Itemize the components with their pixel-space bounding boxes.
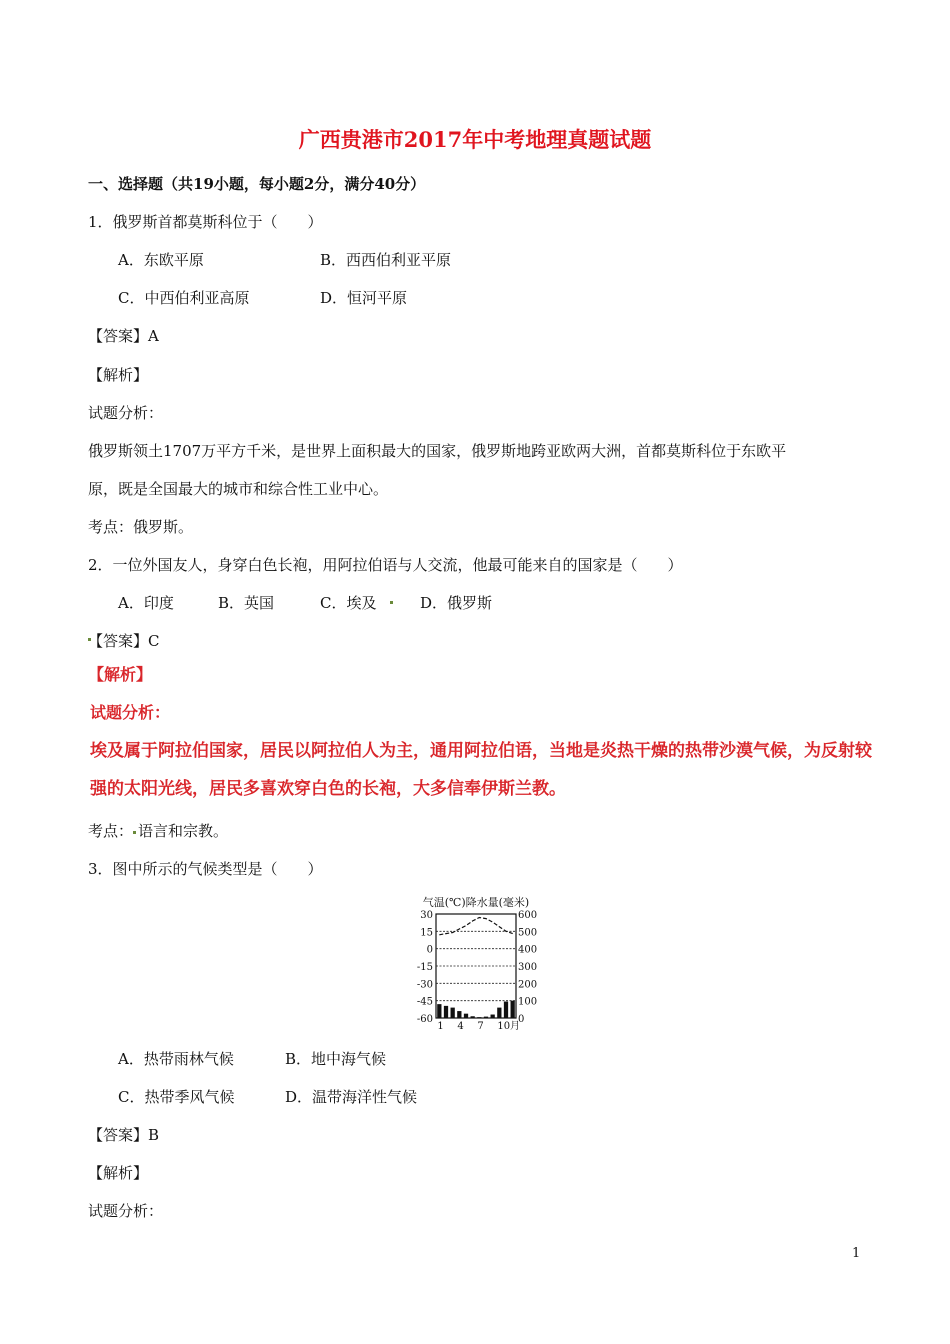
precip-tick-label: 400 xyxy=(518,944,538,956)
q2-kaodian-text: 语言和宗教。 xyxy=(138,822,229,840)
precip-bar xyxy=(444,1006,448,1018)
q2-option-a: A．印度 xyxy=(118,594,174,612)
precip-bar xyxy=(504,1002,508,1018)
q2-option-c: C．埃及 xyxy=(320,594,377,612)
q1-jiexi: 【解析】 xyxy=(88,366,149,384)
precip-tick-label: 100 xyxy=(518,996,538,1008)
q2-analysis-line-1: 埃及属于阿拉伯国家，居民以阿拉伯人为主，通用阿拉伯语，当地是炎热干燥的热带沙漠气候，为反射较 xyxy=(90,741,872,761)
precip-tick-label: 600 xyxy=(518,910,538,921)
q1-option-d: D．恒河平原 xyxy=(320,289,408,307)
q2-stem: 2．一位外国友人，身穿白色长袍，用阿拉伯语与人交流，他最可能来自的国家是（ ） xyxy=(88,556,683,574)
q1-analysis-line-1: 俄罗斯领土1707万平方千米，是世界上面积最大的国家，俄罗斯地跨亚欧两大洲，首都莫斯科位于东欧平 xyxy=(88,442,787,460)
month-tick-label: 4 xyxy=(457,1021,464,1032)
q2-kaodian xyxy=(88,820,228,842)
temp-tick-label: -15 xyxy=(416,962,433,973)
month-tick-label: 7 xyxy=(477,1021,484,1032)
month-tick-label: 1 xyxy=(437,1021,444,1032)
q1-kaodian: 考点：俄罗斯。 xyxy=(88,518,194,536)
month-tick-label: 10月 xyxy=(497,1021,521,1032)
q3-option-c: C．热带季风气候 xyxy=(118,1088,235,1106)
q3-jiexi: 【解析】 xyxy=(88,1164,149,1182)
precip-bar xyxy=(511,1001,515,1018)
q1-fenxi: 试题分析： xyxy=(88,404,164,422)
q1-option-b: B．西西伯利亚平原 xyxy=(320,251,452,269)
q3-answer: 【答案】B xyxy=(88,1126,160,1144)
precip-bar xyxy=(451,1008,455,1018)
q1-stem: 1．俄罗斯首都莫斯科位于（ ） xyxy=(88,213,323,231)
q2-jiexi: 【解析】 xyxy=(88,665,153,684)
q2-analysis-line-2: 强的太阳光线，居民多喜欢穿白色的长袍，大多信奉伊斯兰教。 xyxy=(90,779,566,799)
page-title: 广西贵港市2017年中考地理真题试题 xyxy=(298,127,652,152)
q3-option-b: B．地中海气候 xyxy=(285,1050,387,1068)
temp-tick-label: -30 xyxy=(416,979,433,991)
q2-option-b: B．英国 xyxy=(218,594,275,612)
scan-speck xyxy=(390,601,393,604)
q2-answer: 【答案】C xyxy=(88,632,160,650)
precip-tick-label: 200 xyxy=(518,979,538,991)
temp-tick-label: 30 xyxy=(420,910,433,921)
section-heading: 一、选择题（共19小题，每小题2分，满分40分） xyxy=(88,175,426,193)
scan-speck xyxy=(133,831,136,834)
temp-tick-label: 15 xyxy=(420,927,433,939)
q2-fenxi: 试题分析： xyxy=(90,703,171,722)
precip-tick-label: 300 xyxy=(518,962,538,973)
precip-bar xyxy=(497,1008,501,1018)
q1-analysis-line-2: 原，既是全国最大的城市和综合性工业中心。 xyxy=(88,480,389,498)
q3-stem: 3．图中所示的气候类型是（ ） xyxy=(88,860,323,878)
precip-bar xyxy=(464,1014,468,1018)
q3-option-d: D．温带海洋性气候 xyxy=(285,1088,418,1106)
climate-chart xyxy=(396,894,556,1034)
q1-option-c: C．中西伯利亚高原 xyxy=(118,289,250,307)
precip-bar xyxy=(437,1004,441,1018)
q3-fenxi: 试题分析： xyxy=(88,1202,164,1220)
q3-option-a: A．热带雨林气候 xyxy=(118,1050,234,1068)
precip-bar xyxy=(457,1011,461,1018)
precip-bar xyxy=(491,1015,495,1018)
q1-answer: 【答案】A xyxy=(88,327,159,345)
precip-bar xyxy=(484,1017,488,1018)
temp-tick-label: 0 xyxy=(426,944,433,956)
temperature-line xyxy=(439,918,512,935)
precip-tick-label: 500 xyxy=(518,927,538,939)
temp-tick-label: -60 xyxy=(416,1014,433,1025)
q1-option-a: A．东欧平原 xyxy=(118,251,204,269)
precip-bar xyxy=(471,1016,475,1018)
precip-tick-label: 0 xyxy=(518,1014,525,1025)
q2-option-d: D．俄罗斯 xyxy=(420,594,493,612)
chart-title: 气温(℃)降水量(毫米) xyxy=(422,896,530,909)
q2-kaodian-prefix: 考点： xyxy=(88,822,134,840)
temp-tick-label: -45 xyxy=(416,996,433,1008)
precip-bar xyxy=(477,1017,481,1018)
page-number: 1 xyxy=(852,1246,861,1261)
